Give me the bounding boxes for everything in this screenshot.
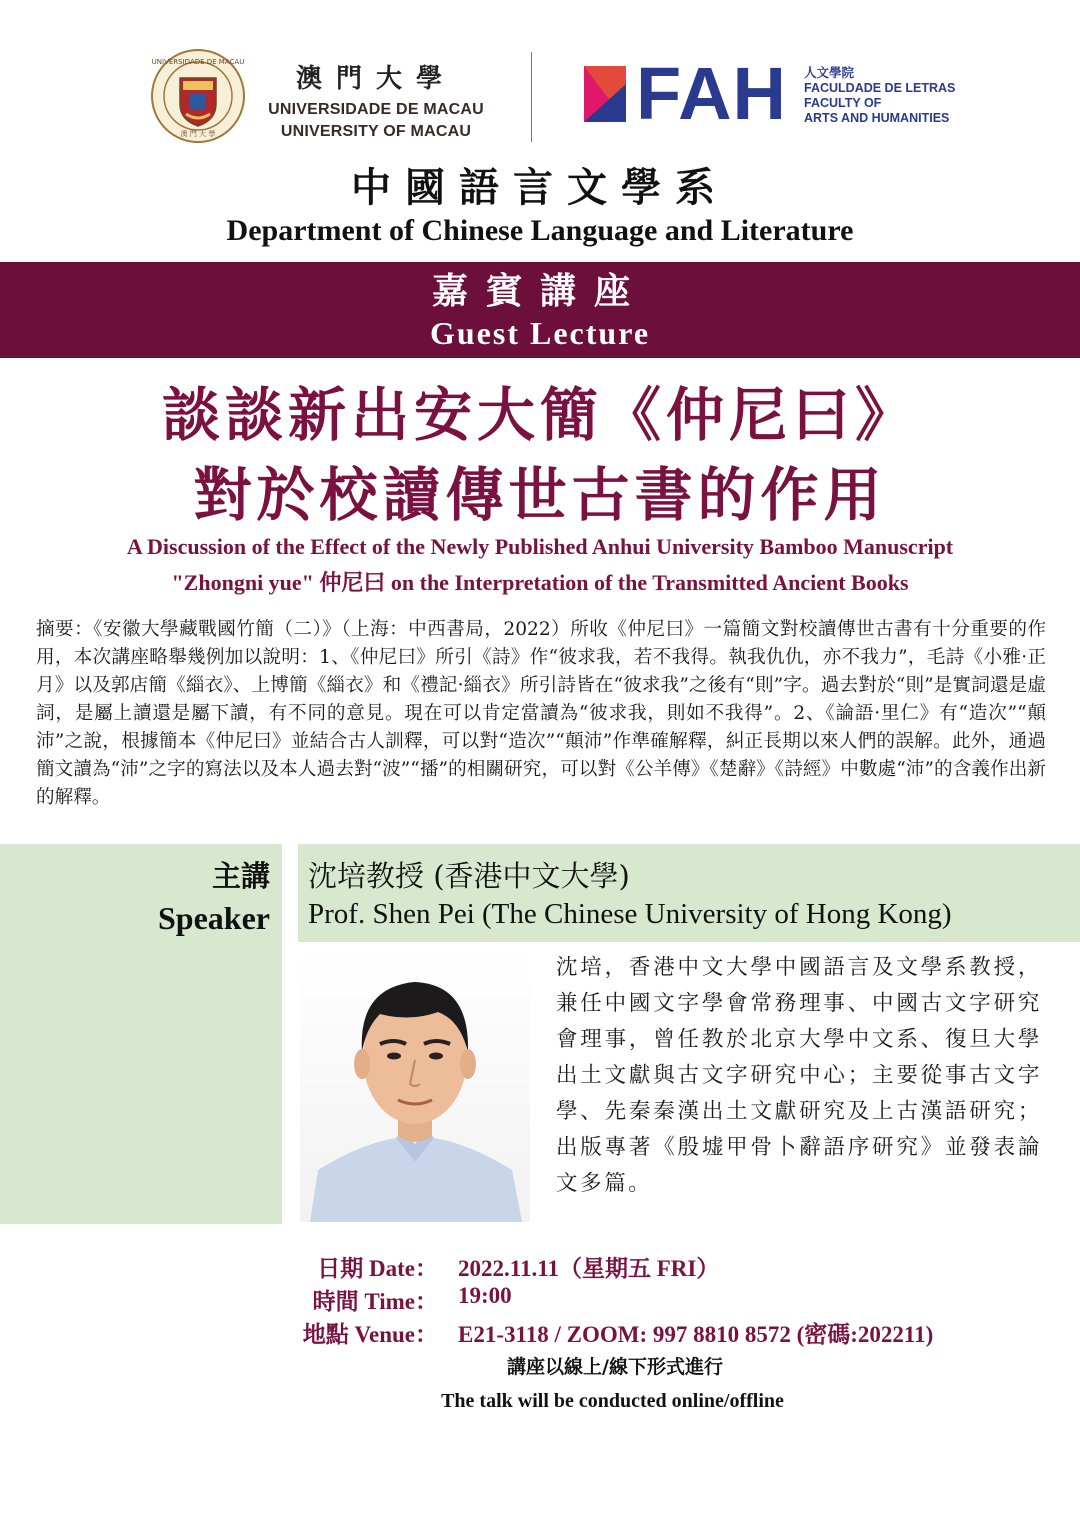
- speaker-label-zh: 主講: [211, 859, 270, 893]
- um-name-en: UNIVERSITY OF MACAU: [280, 123, 472, 140]
- lecture-title-zh-line1: 談談新出安大簡《仲尼曰》: [161, 381, 918, 449]
- svg-text:UNIVERSIDADE DE MACAU: UNIVERSIDADE DE MACAU: [151, 58, 245, 66]
- guest-lecture-banner: [0, 262, 1080, 358]
- header-divider: [531, 52, 532, 142]
- um-name-pt: UNIVERSIDADE DE MACAU: [268, 101, 484, 118]
- fah-sub-line: ARTS AND HUMANITIES: [804, 111, 950, 125]
- um-name-zh: 澳門大學: [295, 64, 456, 94]
- venue-value: E21-3118 / ZOOM: 997 8810 8572 (密碼:202211): [458, 1322, 934, 1347]
- speaker-biography: 沈培，香港中文大學中國語言及文學系教授，兼任中國文字學會常務理事、中國古文字研究會理事，曾任教於北京大學中文系、復旦大學出土文獻與古文字研究中心；主要從事古文字學、先秦秦漢出土文獻研究及上古漢語研究；出版專著《殷墟甲骨卜辭語序研究》並發表論文多篇。: [556, 955, 1042, 1196]
- banner-label-en: Guest Lecture: [429, 315, 651, 351]
- speaker-label-en: Speaker: [158, 900, 270, 936]
- um-wordmark: [256, 58, 496, 143]
- lecture-title-en-line1: A Discussion of the Effect of the Newly Published Anhui University Bamboo Manuscript: [126, 534, 954, 559]
- delivery-mode-en: The talk will be conducted online/offline: [441, 1390, 784, 1412]
- fah-sub-line: 人文學院: [804, 66, 855, 80]
- delivery-mode-zh: 講座以線上/線下形式進行: [507, 1356, 723, 1378]
- fah-sub-line: FACULTY OF: [804, 96, 882, 110]
- fah-sub-line: FACULDADE DE LETRAS: [804, 81, 956, 95]
- department-name-en: Department of Chinese Language and Literature: [226, 214, 854, 247]
- speaker-name-en: Prof. Shen Pei (The Chinese University of Hong Kong): [308, 898, 952, 930]
- fah-subtitle: [804, 66, 955, 126]
- banner-label-zh: 嘉賓講座: [431, 270, 648, 312]
- lecture-title-en-line2: "Zhongni yue" 仲尼曰 on the Interpretation of the Transmitted Ancient Books: [171, 570, 909, 595]
- time-value: 19:00: [458, 1283, 512, 1308]
- venue-label: 地點 Venue：: [302, 1322, 438, 1347]
- speaker-name-zh: 沈培教授 (香港中文大學): [308, 859, 630, 893]
- svg-text:澳 門 大 學: 澳 門 大 學: [180, 130, 216, 138]
- time-label: 時間 Time：: [312, 1289, 438, 1314]
- speaker-portrait-icon: [300, 948, 530, 1222]
- date-value: 2022.11.11（星期五 FRI）: [458, 1256, 720, 1281]
- university-seal-icon: [150, 48, 246, 144]
- department-name-zh: 中國語言文學系: [351, 164, 729, 211]
- lecture-abstract: 摘要：《安徽大學藏戰國竹簡（二）》（上海：中西書局，2022）所收《仲尼曰》一篇簡文對校讀傳世古書有十分重要的作用，本次講座略舉幾例加以說明：1、《仲尼曰》所引《詩》作“彼求我，若不我得。執我仇仇，亦不我力”，毛詩《小雅·正月》以及郭店簡《緇衣》、上博簡《緇衣》和《禮記·緇衣》所引詩皆在“彼求我”之後有“則”字。過去對於“則”是實詞還是虛詞，是屬上讀還是屬下讀，有不同的意見。現在可以肯定當讀為“彼求我，則如不我得”。2、《論語·里仁》有“造次”“顛沛”之說，根據簡本《仲尼曰》並結合古人訓釋，可以對“造次”“顛沛”作準確解釋，糾正長期以來人們的誤解。此外，通過簡文讀為“沛”之字的寫法以及本人過去對“波”“播”的相關研究，可以對《公羊傳》《楚辭》《詩經》中數處“沛”的含義作出新的解釋。: [36, 619, 1046, 808]
- fah-logo-mark-icon: [584, 66, 626, 122]
- date-label: 日期 Date：: [317, 1256, 438, 1281]
- lecture-title-zh-line2: 對於校讀傳世古書的作用: [193, 461, 887, 529]
- fah-logo-letters: FAH: [636, 52, 787, 135]
